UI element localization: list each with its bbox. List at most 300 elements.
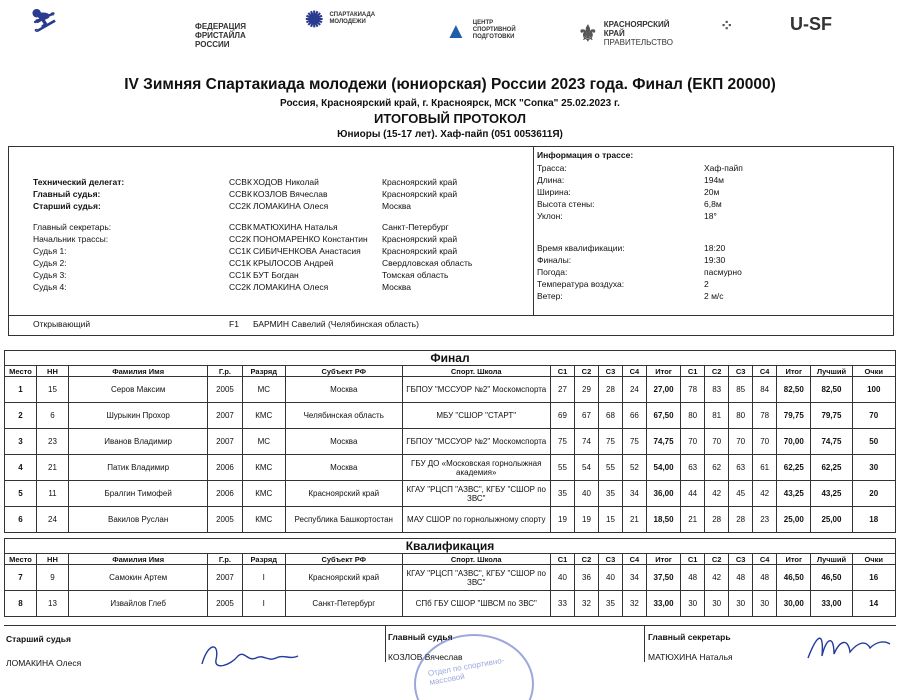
referee-role: Главный судья:: [33, 189, 101, 199]
table-row: [5, 591, 896, 617]
referee-name: КОЗЛОВ Вячеслав: [253, 189, 328, 199]
federation-logo: [30, 8, 58, 33]
qualification-table: [4, 553, 896, 617]
table-cell: 78: [681, 377, 705, 403]
table-cell: Вакилов Руслан: [68, 507, 207, 533]
column-header: C2: [574, 554, 598, 565]
table-cell: 70: [753, 429, 777, 455]
table-cell: 21: [681, 507, 705, 533]
table-cell: Иванов Владимир: [68, 429, 207, 455]
table-cell: 75: [622, 429, 646, 455]
table-cell: ГБУ ДО «Московская горнолыжная академия»: [402, 455, 551, 481]
table-cell: 62,25: [777, 455, 811, 481]
table-cell: 2007: [208, 403, 242, 429]
referee-role: Старший судья:: [33, 201, 101, 211]
table-cell: 20: [852, 481, 895, 507]
table-row: [5, 565, 896, 591]
referee-region: Томская область: [382, 270, 449, 280]
table-cell: 70: [681, 429, 705, 455]
table-cell: 79,75: [777, 403, 811, 429]
table-cell: 34: [622, 565, 646, 591]
table-cell: Республика Башкортостан: [286, 507, 403, 533]
table-cell: Патик Владимир: [68, 455, 207, 481]
condition-label: Финалы:: [537, 255, 572, 265]
table-cell: МС: [242, 377, 285, 403]
column-header: НН: [36, 366, 68, 377]
logo-text: ФЕДЕРАЦИЯ: [195, 22, 246, 31]
referee-role: Технический делегат:: [33, 177, 125, 187]
column-header: Спорт. Школа: [402, 554, 551, 565]
referee-role: Судья 4:: [33, 282, 67, 292]
column-header: C4: [622, 554, 646, 565]
divider: [9, 315, 893, 316]
table-cell: 6: [36, 403, 68, 429]
column-header: Лучший: [811, 554, 852, 565]
table-cell: 16: [852, 565, 895, 591]
referee-region: Красноярский край: [382, 246, 458, 256]
table-cell: 74,75: [811, 429, 852, 455]
table-cell: 37,50: [646, 565, 680, 591]
qualification-title: Квалификация: [4, 538, 896, 553]
table-cell: 43,25: [777, 481, 811, 507]
track-label: Высота стены:: [537, 199, 595, 209]
table-cell: 9: [36, 565, 68, 591]
ski-federation-icon: ⛷: [30, 8, 58, 33]
table-cell: 4: [5, 455, 37, 481]
usfs-icon: U-SF: [790, 14, 832, 34]
table-cell: 2006: [208, 481, 242, 507]
table-cell: 68: [598, 403, 622, 429]
logo-text: ЦЕНТР: [472, 20, 494, 26]
table-cell: 70: [729, 429, 753, 455]
referee-category: ССВК: [229, 222, 252, 232]
column-header: Лучший: [811, 366, 852, 377]
logo-text: ПОДГОТОВКИ: [472, 34, 515, 40]
table-cell: 40: [574, 481, 598, 507]
table-cell: 30: [681, 591, 705, 617]
sport-center-icon: ▲: [445, 18, 467, 43]
table-cell: 52: [622, 455, 646, 481]
table-cell: 32: [622, 591, 646, 617]
track-value: 6,8м: [704, 199, 722, 209]
table-cell: 55: [598, 455, 622, 481]
referee-name: МАТЮХИНА Наталья: [253, 222, 338, 232]
table-cell: 48: [729, 565, 753, 591]
table-cell: 33,00: [811, 591, 852, 617]
track-label: Длина:: [537, 175, 565, 185]
table-cell: 28: [729, 507, 753, 533]
table-cell: 40: [598, 565, 622, 591]
column-header: C2: [574, 366, 598, 377]
table-cell: 14: [852, 591, 895, 617]
table-cell: 62: [705, 455, 729, 481]
table-cell: 67: [574, 403, 598, 429]
referee-region: Москва: [382, 201, 412, 211]
referee-name: ЛОМАКИНА Олеся: [253, 201, 329, 211]
column-header: Очки: [852, 366, 895, 377]
logo-text: ПРАВИТЕЛЬСТВО: [603, 38, 673, 47]
senior-judge-label: Старший судья: [6, 634, 71, 644]
track-label: Уклон:: [537, 211, 563, 221]
table-cell: 21: [622, 507, 646, 533]
table-cell: 36: [574, 565, 598, 591]
table-cell: Красноярский край: [286, 565, 403, 591]
table-cell: 85: [729, 377, 753, 403]
table-cell: 2007: [208, 565, 242, 591]
final-rows: [5, 377, 896, 533]
referee-category: ССВК: [229, 189, 252, 199]
table-cell: 63: [681, 455, 705, 481]
table-cell: 19: [551, 507, 575, 533]
column-header: Г.р.: [208, 554, 242, 565]
column-header: Очки: [852, 554, 895, 565]
table-cell: 82,50: [777, 377, 811, 403]
table-cell: 25,00: [777, 507, 811, 533]
referee-category: ССВК: [229, 177, 252, 187]
referee-role: Начальник трассы:: [33, 234, 109, 244]
condition-label: Погода:: [537, 267, 568, 277]
condition-label: Время квалификации:: [537, 243, 625, 253]
table-cell: 7: [5, 565, 37, 591]
logo-text: ФРИСТАЙЛА: [195, 31, 246, 40]
table-cell: 2005: [208, 377, 242, 403]
referee-role: Судья 3:: [33, 270, 67, 280]
referee-role: Судья 1:: [33, 246, 67, 256]
table-cell: 48: [681, 565, 705, 591]
column-header: Фамилия Имя: [68, 554, 207, 565]
column-header: Г.р.: [208, 366, 242, 377]
table-cell: КМС: [242, 507, 285, 533]
table-cell: 30,00: [777, 591, 811, 617]
table-cell: 70: [705, 429, 729, 455]
condition-value: пасмурно: [704, 267, 742, 277]
table-cell: 2005: [208, 591, 242, 617]
table-cell: ГБПОУ "МССУОР №2" Москомспорта: [402, 429, 551, 455]
table-row: [5, 377, 896, 403]
table-cell: 23: [753, 507, 777, 533]
table-cell: 6: [5, 507, 37, 533]
condition-label: Ветер:: [537, 291, 563, 301]
spartakiad-logo: [305, 6, 376, 32]
table-cell: 46,50: [777, 565, 811, 591]
column-header: C3: [598, 366, 622, 377]
chief-judge-label: Главный судья: [388, 632, 453, 642]
table-cell: Санкт-Петербург: [286, 591, 403, 617]
referee-role: Судья 2:: [33, 258, 67, 268]
referee-region: Красноярский край: [382, 234, 458, 244]
referee-region: Красноярский край: [382, 177, 458, 187]
network-icon: ⁘: [720, 18, 734, 35]
table-cell: 50: [852, 429, 895, 455]
table-cell: 46,50: [811, 565, 852, 591]
track-value: 20м: [704, 187, 720, 197]
column-header: Разряд: [242, 366, 285, 377]
table-cell: 30: [753, 591, 777, 617]
condition-value: 19:30: [704, 255, 726, 265]
table-cell: 1: [5, 377, 37, 403]
table-cell: 83: [705, 377, 729, 403]
opener-category: F1: [229, 319, 239, 329]
column-header: Субъект РФ: [286, 366, 403, 377]
stamp-text: Отдел по спортивно-массовой: [427, 655, 505, 687]
table-cell: 42: [705, 481, 729, 507]
column-header: Итог: [777, 366, 811, 377]
senior-judge-name: ЛОМАКИНА Олеся: [6, 658, 82, 668]
table-cell: 35: [598, 481, 622, 507]
table-cell: I: [242, 565, 285, 591]
referee-name: ЛОМАКИНА Олеся: [253, 282, 329, 292]
table-cell: 35: [598, 591, 622, 617]
logo-text: КРАСНОЯРСКИЙ: [603, 20, 670, 29]
table-cell: 55: [551, 455, 575, 481]
table-cell: Москва: [286, 429, 403, 455]
track-heading: Информация о трассе:: [537, 150, 634, 160]
table-cell: 27: [551, 377, 575, 403]
chief-secretary-label: Главный секретарь: [648, 632, 731, 642]
table-cell: 28: [705, 507, 729, 533]
table-cell: 29: [574, 377, 598, 403]
table-cell: I: [242, 591, 285, 617]
table-cell: 48: [753, 565, 777, 591]
referee-region: Красноярский край: [382, 189, 458, 199]
track-label: Трасса:: [537, 163, 567, 173]
column-header: Фамилия Имя: [68, 366, 207, 377]
column-header: Спорт. Школа: [402, 366, 551, 377]
table-cell: 78: [753, 403, 777, 429]
divider: [644, 626, 645, 662]
table-cell: 30: [852, 455, 895, 481]
table-cell: КГАУ "РЦСП "АЗВС", КГБУ "СШОР по ЗВС": [402, 481, 551, 507]
referee-name: ПОНОМАРЕНКО Константин: [253, 234, 368, 244]
table-cell: 33,00: [646, 591, 680, 617]
table-cell: 42: [753, 481, 777, 507]
table-cell: 74,75: [646, 429, 680, 455]
table-cell: 62,25: [811, 455, 852, 481]
referee-region: Санкт-Петербург: [382, 222, 449, 232]
table-cell: 61: [753, 455, 777, 481]
table-cell: 5: [5, 481, 37, 507]
condition-value: 18:20: [704, 243, 726, 253]
table-cell: 15: [598, 507, 622, 533]
column-header: C2: [705, 554, 729, 565]
column-header: Итог: [646, 366, 680, 377]
spartakiad-icon: ✺: [305, 6, 324, 32]
table-cell: 18: [852, 507, 895, 533]
table-cell: Красноярский край: [286, 481, 403, 507]
table-cell: 66: [622, 403, 646, 429]
column-header: Итог: [646, 554, 680, 565]
table-cell: 42: [705, 565, 729, 591]
usfs-logo: [790, 14, 832, 34]
signature-image: [804, 628, 894, 668]
table-cell: 80: [681, 403, 705, 429]
column-header: C1: [681, 366, 705, 377]
condition-value: 2: [704, 279, 709, 289]
table-cell: 32: [574, 591, 598, 617]
krasnoyarsk-crest-icon: ⚜: [578, 21, 598, 46]
referee-region: Москва: [382, 282, 412, 292]
logo-text: СПАРТАКИАДА: [329, 12, 376, 18]
opener-name: БАРМИН Савелий (Челябинская область): [253, 319, 419, 329]
signatures: [4, 625, 896, 700]
network-logo: [720, 18, 734, 35]
table-cell: КМС: [242, 455, 285, 481]
table-cell: 30: [729, 591, 753, 617]
table-cell: 28: [598, 377, 622, 403]
divider: [533, 147, 534, 315]
table-cell: Бралгин Тимофей: [68, 481, 207, 507]
referee-category: СС2К: [229, 282, 251, 292]
federation-name: [195, 22, 246, 49]
table-cell: 36,00: [646, 481, 680, 507]
column-header: Место: [5, 554, 37, 565]
table-cell: Самокин Артем: [68, 565, 207, 591]
table-cell: 15: [36, 377, 68, 403]
referee-role: Главный секретарь:: [33, 222, 112, 232]
table-cell: 79,75: [811, 403, 852, 429]
table-cell: 74: [574, 429, 598, 455]
column-header: C4: [753, 554, 777, 565]
table-cell: 2007: [208, 429, 242, 455]
column-header: C3: [598, 554, 622, 565]
table-cell: Москва: [286, 377, 403, 403]
table-cell: 69: [551, 403, 575, 429]
table-row: [5, 429, 896, 455]
referee-name: ХОДОВ Николай: [253, 177, 319, 187]
page-title: IV Зимняя Спартакиада молодежи (юниорская) России 2023 года. Финал (ЕКП 20000): [124, 76, 776, 93]
column-header: C4: [753, 366, 777, 377]
condition-value: 2 м/с: [704, 291, 724, 301]
table-cell: 54: [574, 455, 598, 481]
table-header: [5, 366, 896, 377]
track-value: 18°: [704, 211, 717, 221]
referee-name: СИБИЧЕНКОВА Анастасия: [253, 246, 361, 256]
final-title: Финал: [4, 350, 896, 365]
table-cell: 2005: [208, 507, 242, 533]
krasnoyarsk-logo: [578, 20, 673, 47]
table-cell: 19: [574, 507, 598, 533]
table-cell: 3: [5, 429, 37, 455]
referee-name: КРЫЛОСОВ Андрей: [253, 258, 334, 268]
chief-secretary-name: МАТЮХИНА Наталья: [648, 652, 733, 662]
table-cell: СПб ГБУ СШОР "ШВСМ по ЗВС": [402, 591, 551, 617]
track-value: 194м: [704, 175, 725, 185]
referee-region: Свердловская область: [382, 258, 473, 268]
table-cell: 33: [551, 591, 575, 617]
signature-image: [194, 636, 304, 676]
table-cell: 34: [622, 481, 646, 507]
column-header: C4: [622, 366, 646, 377]
table-cell: 2: [5, 403, 37, 429]
table-cell: 13: [36, 591, 68, 617]
table-cell: 23: [36, 429, 68, 455]
column-header: C1: [551, 366, 575, 377]
table-row: [5, 455, 896, 481]
final-section: [4, 350, 896, 533]
referee-name: БУТ Богдан: [253, 270, 299, 280]
discipline-title: Юниоры (15-17 лет). Хаф-пайп (051 0053611Я): [337, 129, 563, 140]
opener-role: Открывающий: [33, 319, 91, 329]
divider: [385, 626, 386, 662]
event-location: Россия, Красноярский край, г. Красноярск, МСК "Сопка" 25.02.2023 г.: [280, 98, 620, 109]
table-cell: ГБПОУ "МССУОР №2" Москомспорта: [402, 377, 551, 403]
logo-text: КРАЙ: [603, 29, 625, 38]
referee-category: СС1К: [229, 258, 251, 268]
track-value: Хаф-пайп: [704, 163, 743, 173]
table-cell: 84: [753, 377, 777, 403]
logo-text: РОССИИ: [195, 40, 230, 49]
column-header: Субъект РФ: [286, 554, 403, 565]
table-cell: 18,50: [646, 507, 680, 533]
table-cell: 40: [551, 565, 575, 591]
table-cell: Шурыкин Прохор: [68, 403, 207, 429]
referee-category: СС2К: [229, 234, 251, 244]
column-header: C1: [681, 554, 705, 565]
condition-label: Температура воздуха:: [537, 279, 625, 289]
qualification-section: [4, 538, 896, 617]
column-header: Место: [5, 366, 37, 377]
table-cell: 80: [729, 403, 753, 429]
table-cell: Челябинская область: [286, 403, 403, 429]
track-label: Ширина:: [537, 187, 571, 197]
table-cell: 43,25: [811, 481, 852, 507]
column-header: C1: [551, 554, 575, 565]
table-cell: 75: [551, 429, 575, 455]
table-cell: 35: [551, 481, 575, 507]
table-cell: 70,00: [777, 429, 811, 455]
logo-text: МОЛОДЕЖИ: [329, 19, 366, 25]
table-cell: КМС: [242, 481, 285, 507]
table-cell: 24: [36, 507, 68, 533]
table-cell: 8: [5, 591, 37, 617]
table-cell: 24: [622, 377, 646, 403]
table-cell: 63: [729, 455, 753, 481]
official-stamp: [414, 634, 534, 700]
column-header: C3: [729, 366, 753, 377]
table-cell: КГАУ "РЦСП "АЗВС", КГБУ "СШОР по ЗВС": [402, 565, 551, 591]
table-cell: 75: [598, 429, 622, 455]
table-cell: 21: [36, 455, 68, 481]
table-cell: 2006: [208, 455, 242, 481]
table-cell: 82,50: [811, 377, 852, 403]
column-header: НН: [36, 554, 68, 565]
table-cell: 30: [705, 591, 729, 617]
table-cell: 81: [705, 403, 729, 429]
table-cell: МС: [242, 429, 285, 455]
column-header: C3: [729, 554, 753, 565]
officials-panel: [8, 146, 894, 336]
column-header: Разряд: [242, 554, 285, 565]
logo-strip: [30, 8, 890, 63]
table-cell: 25,00: [811, 507, 852, 533]
table-cell: Серов Максим: [68, 377, 207, 403]
table-cell: МБУ "СШОР "СТАРТ": [402, 403, 551, 429]
qualification-rows: [5, 565, 896, 617]
referee-category: СС2К: [229, 201, 251, 211]
table-row: [5, 481, 896, 507]
table-cell: МАУ СШОР по горнолыжному спорту: [402, 507, 551, 533]
table-cell: 27,00: [646, 377, 680, 403]
column-header: Итог: [777, 554, 811, 565]
table-cell: 44: [681, 481, 705, 507]
table-cell: 45: [729, 481, 753, 507]
table-row: [5, 403, 896, 429]
table-cell: 100: [852, 377, 895, 403]
table-row: [5, 507, 896, 533]
table-cell: 70: [852, 403, 895, 429]
table-cell: КМС: [242, 403, 285, 429]
final-table: [4, 365, 896, 533]
